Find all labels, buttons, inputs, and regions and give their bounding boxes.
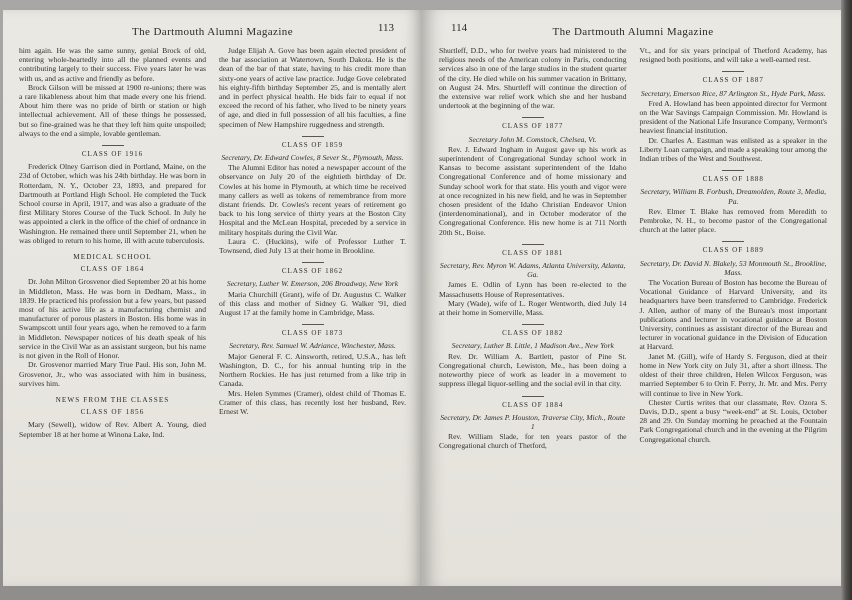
paragraph-continuation: him again. He was the same sunny, genial Brock of old, entering whole-heartedly into all the planned events and contributing largely to their success. Five years later he was with us, and as active and friendly as before. bbox=[19, 46, 206, 83]
heading-rule bbox=[302, 136, 324, 137]
paragraph: Janet M. (Gill), wife of Hardy S. Ferguson, died at their home in New York city on July 31, after a short illness. The oldest of their three children, Helen Wilcox Ferguson, was married September 6 to Orin F. Perry, Jr. Mr. and Mrs. Perry will continue to live in New York. bbox=[639, 351, 827, 398]
class-heading: CLASS OF 1859 bbox=[281, 140, 344, 149]
magazine-title: The Dartmouth Alumni Magazine bbox=[552, 26, 714, 38]
heading-rule bbox=[102, 145, 124, 146]
paragraph: Rev. J. Edward Ingham in August gave up his work as superintendent of Congregational Sunday school work in Kansas to become assistant superintendent of the Idaho Congregational Conference and of home missionary and Sunday school work for that state. His youth and vigor were at once recognized in his new field, and he was in September chosen president of the Idaho Christian Endeavor Union (interdenominational), and in October moderator of the Congregational Conference. His new home is at 711 North 20th St., Boise. bbox=[439, 144, 627, 237]
secretary-line: Secretary, Rev. Myron W. Adams, Atlanta University, Atlanta, Ga. bbox=[439, 261, 626, 280]
section-heading: CLASS OF 1864 bbox=[80, 265, 145, 274]
heading-rule bbox=[302, 324, 324, 325]
magazine-spread bbox=[3, 10, 844, 586]
page-header-right bbox=[439, 22, 827, 37]
paragraph: Major General F. C. Ainsworth, retired, U.S.A., has left Washington, D. C., for his annual hunting trip in the Northern Rockies. He has just returned from a like trip in Canada. bbox=[219, 351, 406, 389]
paragraph: Rev. William Slade, for ten years pastor of the Congregational church of Thetford, bbox=[439, 432, 627, 451]
paragraph: Mrs. Helen Symmes (Cramer), oldest child of Thomas E. Cramer of this class, has recently lost her husband, Rev. Ernest W. bbox=[219, 388, 406, 416]
paragraph: Mary (Wade), wife of L. Roger Wentworth, died July 14 at their home in Somerville, Mass. bbox=[439, 298, 627, 318]
paragraph: Mary (Sewell), widow of Rev. Albert A. Young, died September 18 at her home at Winona Lake, Ind. bbox=[19, 420, 206, 439]
heading-rule bbox=[302, 262, 324, 263]
paragraph: The Vocation Bureau of Boston has become the Bureau of Vocational Guidance of Harvard University, and its headquarters have been transferred to Cambridge. Frederick J. Allen, author of many of the Bureau's most important publications and lecturer in vocational guidance at Boston University, continues as assistant director of the Bureau and lecturer in vocational guidance in the Division of Education at Harvard. bbox=[639, 278, 827, 352]
paragraph: Laura C. (Huckins), wife of Professor Luther T. Townsend, died July 13 at their home in Brookline. bbox=[219, 236, 406, 256]
page-number-113: 113 bbox=[377, 22, 394, 34]
heading-rule bbox=[722, 241, 744, 242]
paragraph: Dr. Charles A. Eastman was enlisted as a speaker in the Liberty Loan campaign, and made a speaking tour among the Indian tribes of the West and Southwest. bbox=[639, 135, 827, 164]
section-heading: CLASS OF 1856 bbox=[80, 408, 145, 417]
page-114 bbox=[423, 10, 843, 586]
class-heading: CLASS OF 1889 bbox=[702, 246, 764, 255]
magazine-title: The Dartmouth Alumni Magazine bbox=[132, 26, 293, 38]
paragraph: The Alumni Editor has noted a newspaper account of the observance on July 20 of the eightieth birthday of Dr. Cowles at his home in Plymouth, at which time he received many callers as well as tokens of remembrance from more distant friends. Dr. Cowles's recent years of retirement go back to his long service of thirty years at the Boston City Hospital and the McLean Hospital, preceded by a service in military hospitals during the Civil War. bbox=[219, 163, 406, 237]
text-column bbox=[219, 46, 406, 439]
section-heading: NEWS FROM THE CLASSES bbox=[55, 395, 170, 404]
paragraph: Rev. Elmer T. Blake has removed from Meredith to Pembroke, N. H., to become pastor of the Congregational church at the latter place. bbox=[639, 206, 827, 235]
paragraph-continuation: Shurtleff, D.D., who for twelve years had ministered to the religious needs of the American colony in Paris, conducting services also in one of the large studios in the student quarter of the city. He died while on his summer vacation in Brittany, on August 24. Mrs. Shurtleff will continue the direction of the extensive war relief work which she and her husband undertook at the beginning of the war. bbox=[439, 46, 627, 111]
paragraph: James E. Odlin of Lynn has been re-elected to the Massachusetts House of Representatives. bbox=[439, 280, 627, 299]
class-heading: CLASS OF 1862 bbox=[281, 267, 344, 276]
class-heading: CLASS OF 1884 bbox=[502, 400, 564, 409]
page-header-left bbox=[19, 22, 406, 37]
text-column bbox=[640, 46, 828, 451]
class-heading: CLASS OF 1887 bbox=[702, 76, 764, 85]
page-number-114: 114 bbox=[451, 22, 468, 34]
paragraph: Rev. Dr. William A. Bartlett, pastor of Pine St. Congregational church, Lewiston, Me., has been doing a noteworthy piece of work as leader in a movement to suppress illegal liquor-selling and the social evil in that city. bbox=[439, 351, 627, 389]
heading-rule bbox=[522, 396, 544, 397]
paragraph: Dr. Grosvenor married Mary True Paul. His son, John M. Grosvenor, Jr., who was associated with him in business, survives him. bbox=[19, 360, 206, 388]
page-114-columns bbox=[439, 46, 827, 451]
text-column bbox=[19, 46, 206, 439]
class-heading: CLASS OF 1888 bbox=[702, 175, 764, 184]
paragraph: Judge Elijah A. Gove has been again elected president of the bar association at Watertown, South Dakota. He is the dean of the bar of that state, having to his credit more than sixty-one years of active law practice. Judge Gove celebrated his eighty-fifth birthday September 25, and is mentally alert and in perfect physical health. He bids fair to equal if not exceed the record of his father, who lived to be ninety years of age, and died in full possession of all his faculties, a fine specimen of New Hampshire ruggedness and strength. bbox=[219, 46, 406, 129]
class-heading: CLASS OF 1882 bbox=[502, 329, 564, 338]
heading-rule bbox=[522, 324, 544, 325]
heading-rule bbox=[522, 244, 544, 245]
secretary-line: Secretary, Dr. Edward Cowles, 8 Sever St., Plymouth, Mass. bbox=[221, 153, 404, 163]
paragraph: Frederick Olney Garrison died in Portland, Maine, on the 23d of October, which was his 24th birthday. He was born in Rotterdam, N. Y., October 23, 1893, and prepared for Dartmouth at Portland High School. He completed the Tuck School course in April, 1917, and was also a graduate of the first Military Stores Course of the Tuck School. In July he was appointed a clerk in the office of the chief of ordnance in Washington. He remained there until September 21, when he was obliged to return to his home, ill with acute tuberculosis. bbox=[19, 162, 206, 245]
book-edge bbox=[841, 0, 852, 600]
class-heading: CLASS OF 1916 bbox=[81, 150, 144, 159]
paragraph: Brock Gilson will be missed at 1900 re-unions; there was a rare likableness about him that made every one his friend. About him there was no pride of birth or station or high intellectual achievement. All of these things he possessed, but so fine-grained was he that they left him quite unspoiled; always to the end a simple, lovable gentleman. bbox=[19, 82, 206, 138]
page-113-columns bbox=[19, 46, 406, 439]
class-heading: CLASS OF 1881 bbox=[502, 248, 564, 257]
paragraph-continuation: Vt., and for six years principal of Thetford Academy, has resigned both positions, and will take a well-earned rest. bbox=[639, 46, 827, 65]
secretary-line: Secretary, William B. Forbush, Dreamolden, Route 3, Media, Pa. bbox=[640, 187, 827, 206]
text-column bbox=[439, 46, 627, 451]
paragraph: Chester Curtis writes that our classmate, Rev. Ozora S. Davis, D.D., spent a busy “week-end” at St. Louis, October 28 and 29. On Sunday morning he preached at the Fountain Park Congregational church and in the evening at the Pilgrim Congregational church. bbox=[639, 397, 827, 444]
heading-rule bbox=[722, 170, 744, 171]
heading-rule bbox=[722, 71, 744, 72]
class-heading: CLASS OF 1877 bbox=[502, 122, 564, 131]
class-heading: CLASS OF 1873 bbox=[281, 329, 344, 338]
section-heading: MEDICAL SCHOOL bbox=[73, 253, 152, 262]
paragraph: Fred A. Howland has been appointed director for Vermont on the War Savings Campaign Commission. Mr. Howland is president of the National Life Insurance Company, Vermont's heaviest financial institution. bbox=[639, 98, 827, 136]
heading-rule bbox=[522, 117, 544, 118]
paragraph: Dr. John Milton Grosvenor died September 20 at his home in Middleton, Mass. He was born in Dedham, Mass., in 1839. He practiced his profession but a few years, but passed most of his active life as a manufacturing chemist and manufacturer of porous plasters in Boston. His home was in Swampscott until four years ago, when he removed to a farm in Middleton. Newspaper notices of his death speak of his service in the Civil War as an assistant surgeon, but his name is not given in the Roll of Honor. bbox=[19, 277, 207, 361]
secretary-line: Secretary, Luther B. Little, 1 Madison Ave., New York bbox=[451, 341, 614, 351]
page-113 bbox=[3, 10, 423, 586]
secretary-line: Secretary, Dr. James P. Houston, Traverse City, Mich., Route 1 bbox=[440, 412, 626, 431]
secretary-line: Secretary, Luther W. Emerson, 206 Broadway, New York bbox=[226, 279, 399, 289]
secretary-line: Secretary, Emerson Rice, 87 Arlington St., Hyde Park, Mass. bbox=[640, 88, 826, 98]
secretary-line: Secretary, Rev. Samuel W. Adriance, Winchester, Mass. bbox=[229, 341, 396, 351]
secretary-line: Secretary, Dr. David N. Blakely, 53 Monmouth St., Brookline, Mass. bbox=[639, 258, 827, 277]
secretary-line: Secretary John M. Comstock, Chelsea, Vt. bbox=[468, 134, 597, 144]
paragraph: Maria Churchill (Grant), wife of Dr. Augustus C. Walker of this class and mother of Sidney G. Walker '91, died August 17 at the family home in Cambridge, Mass. bbox=[219, 289, 406, 318]
